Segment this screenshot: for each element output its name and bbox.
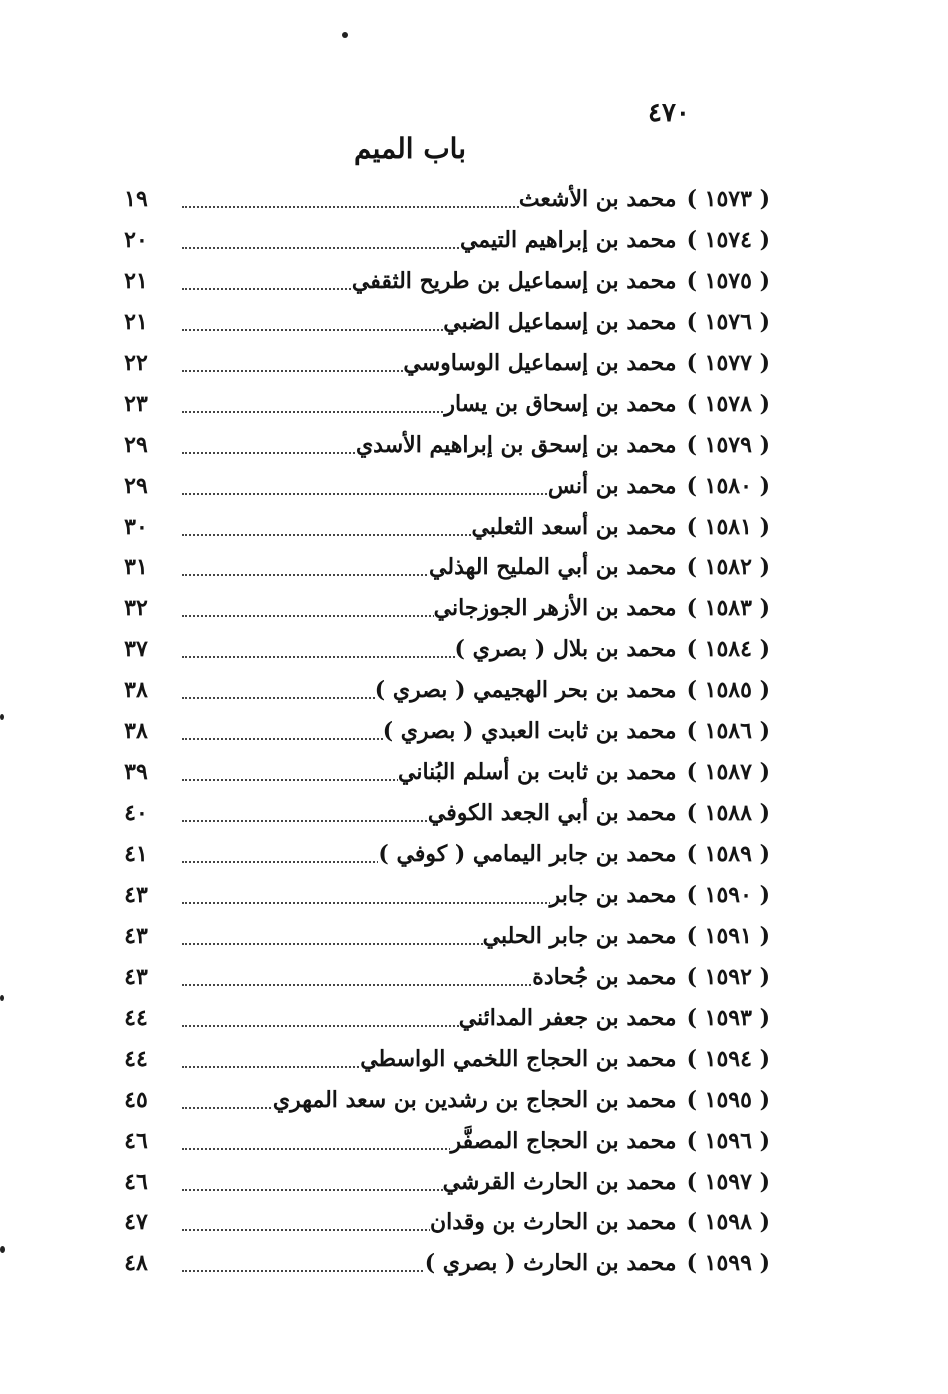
entry-page-ref: ٤٣ xyxy=(124,881,148,908)
entry-page-ref: ٢٩ xyxy=(124,472,148,499)
entry-text xyxy=(428,800,770,826)
entry-text xyxy=(483,923,770,949)
entry-number: ( ١٥٨٠ ) xyxy=(686,472,770,499)
entry-number: ( ١٥٩٤ ) xyxy=(686,1045,770,1072)
page-number: ٤٧٠ xyxy=(648,98,690,128)
entry-number: ( ١٥٨٦ ) xyxy=(686,718,770,745)
entry-name: محمد بن جابر اليمامي ( كوفي ) xyxy=(378,841,677,867)
index-entry xyxy=(110,755,770,796)
index-entry xyxy=(110,714,770,755)
index-entry xyxy=(110,387,770,428)
entry-page-ref: ٤٤ xyxy=(124,1004,148,1031)
entry-page-ref: ٣٨ xyxy=(124,718,148,745)
entry-text xyxy=(550,882,770,908)
entry-name: محمد بن الحارث ( بصري ) xyxy=(424,1250,677,1277)
entry-page-ref: ٢١ xyxy=(124,267,148,294)
entry-number: ( ١٥٨٩ ) xyxy=(686,841,770,867)
index-entry xyxy=(110,960,770,1001)
entry-page-ref: ٤٦ xyxy=(124,1168,148,1195)
entry-text xyxy=(450,1128,770,1154)
entry-name: محمد بن أبي المليح الهذلي xyxy=(429,554,677,581)
entry-text xyxy=(519,186,770,212)
entry-number: ( ١٥٧٩ ) xyxy=(686,431,770,458)
entry-page-ref: ٤٨ xyxy=(124,1250,148,1277)
entry-name: محمد بن ثابت العبدي ( بصري ) xyxy=(382,718,677,745)
entry-page-ref: ٣٨ xyxy=(124,677,148,704)
index-entry xyxy=(110,182,770,223)
index-entry xyxy=(110,1042,770,1083)
entry-name: محمد بن الحجاج المصفَّر xyxy=(450,1127,677,1154)
entry-number: ( ١٥٩٨ ) xyxy=(686,1209,770,1236)
entry-number: ( ١٥٨١ ) xyxy=(686,513,770,540)
entry-number: ( ١٥٨٤ ) xyxy=(686,636,770,663)
entry-page-ref: ٢٠ xyxy=(124,226,148,253)
ink-speck xyxy=(0,1246,5,1253)
entry-number: ( ١٥٧٦ ) xyxy=(686,308,770,335)
entry-number: ( ١٥٩٣ ) xyxy=(686,1004,770,1031)
entry-number: ( ١٥٩٧ ) xyxy=(686,1168,770,1195)
entry-name: محمد بن ثابت بن أسلم البُناني xyxy=(398,759,677,786)
entry-page-ref: ٤٣ xyxy=(124,963,148,990)
entry-name: محمد بن الحارث بن وقدان xyxy=(429,1209,677,1236)
entry-name: محمد بن الحارث القرشي xyxy=(442,1168,677,1195)
entry-number: ( ١٥٧٨ ) xyxy=(686,390,770,417)
entry-number: ( ١٥٧٧ ) xyxy=(686,349,770,376)
entry-name: محمد بن بحر الهجيمي ( بصري ) xyxy=(374,677,677,704)
entry-number: ( ١٥٧٣ ) xyxy=(686,186,770,212)
entry-text xyxy=(378,841,770,867)
index-entry xyxy=(110,223,770,264)
index-entry xyxy=(110,632,770,673)
index-entry xyxy=(110,550,770,591)
entry-number: ( ١٥٩٦ ) xyxy=(686,1127,770,1154)
entry-text xyxy=(434,595,770,621)
entry-text xyxy=(532,964,770,990)
entry-page-ref: ٣٩ xyxy=(124,759,148,786)
entry-page-ref: ٤٠ xyxy=(124,800,148,827)
entry-number: ( ١٥٨٧ ) xyxy=(686,759,770,786)
entry-page-ref: ٢٢ xyxy=(124,349,148,376)
index-list xyxy=(110,182,770,1287)
index-entry xyxy=(110,591,770,632)
entry-number: ( ١٥٧٥ ) xyxy=(686,267,770,294)
entry-text xyxy=(455,636,770,662)
entry-number: ( ١٥٩١ ) xyxy=(686,922,770,949)
chapter-title: باب الميم xyxy=(353,132,466,165)
index-entry xyxy=(110,264,770,305)
index-entry xyxy=(110,1124,770,1165)
entry-text xyxy=(383,718,770,744)
index-entry xyxy=(110,878,770,919)
entry-text xyxy=(398,759,770,785)
entry-page-ref: ٢٩ xyxy=(124,431,148,458)
entry-number: ( ١٥٩٩ ) xyxy=(686,1250,770,1277)
index-entry xyxy=(110,428,770,469)
entry-name: محمد بن إسماعيل بن طريح الثقفي xyxy=(351,267,677,294)
entry-name: محمد بن الأزهر الجوزجاني xyxy=(433,595,677,622)
entry-page-ref: ٤٧ xyxy=(124,1209,148,1236)
ink-speck xyxy=(342,32,348,38)
entry-name: محمد بن جابر xyxy=(549,881,677,908)
entry-name: محمد بن إسحاق بن يسار xyxy=(444,390,677,417)
entry-text xyxy=(459,1005,770,1031)
entry-page-ref: ٤٥ xyxy=(124,1086,148,1113)
index-entry xyxy=(110,346,770,387)
entry-text xyxy=(443,1169,770,1195)
entry-name: محمد بن الحجاج اللخمي الواسطي xyxy=(360,1045,677,1072)
entry-page-ref: ٤٤ xyxy=(124,1045,148,1072)
index-entry xyxy=(110,469,770,510)
entry-name: محمد بن أنس xyxy=(547,472,677,499)
entry-text xyxy=(471,514,770,540)
entry-page-ref: ٣٧ xyxy=(124,636,148,663)
index-entry xyxy=(110,673,770,714)
entry-text xyxy=(444,391,770,417)
entry-text xyxy=(356,432,770,458)
entry-number: ( ١٥٨٢ ) xyxy=(686,554,770,581)
entry-name: محمد بن أبي الجعد الكوفي xyxy=(427,800,677,827)
index-entry xyxy=(110,1083,770,1124)
entry-name: محمد بن إبراهيم التيمي xyxy=(459,226,677,253)
entry-text xyxy=(375,677,770,703)
entry-text xyxy=(430,1209,770,1235)
entry-name: محمد بن بلال ( بصري ) xyxy=(454,636,677,663)
entry-page-ref: ٢٣ xyxy=(124,390,148,417)
entry-name: محمد بن إسحق بن إبراهيم الأسدي xyxy=(355,431,677,458)
entry-number: ( ١٥٨٣ ) xyxy=(686,595,770,622)
ink-speck xyxy=(0,714,4,720)
index-entry xyxy=(110,305,770,346)
entry-name: محمد بن إسماعيل الضبي xyxy=(443,308,677,335)
entry-number: ( ١٥٩٢ ) xyxy=(686,963,770,990)
entry-text xyxy=(460,227,770,253)
entry-name: محمد بن الأشعث xyxy=(518,186,677,212)
entry-page-ref: ٣١ xyxy=(124,554,148,581)
entry-text xyxy=(360,1046,770,1072)
entry-number: ( ١٥٨٨ ) xyxy=(686,800,770,827)
entry-page-ref: ٤٣ xyxy=(124,922,148,949)
entry-number: ( ١٥٩٥ ) xyxy=(686,1086,770,1113)
entry-text xyxy=(403,350,770,376)
entry-name: محمد بن أسعد الثعلبي xyxy=(471,513,677,540)
entry-number: ( ١٥٩٠ ) xyxy=(686,881,770,908)
entry-text xyxy=(273,1087,770,1113)
entry-text xyxy=(443,309,770,335)
entry-text xyxy=(425,1250,770,1276)
entry-page-ref: ٣٢ xyxy=(124,595,148,622)
index-entry xyxy=(110,1205,770,1246)
entry-name: محمد بن إسماعيل الوساوسي xyxy=(403,349,677,376)
entry-page-ref: ٤١ xyxy=(124,841,148,867)
index-entry xyxy=(110,1001,770,1042)
entry-page-ref: ٣٠ xyxy=(124,513,148,540)
entry-page-ref: ١٩ xyxy=(124,186,148,212)
entry-page-ref: ٢١ xyxy=(124,308,148,335)
entry-text xyxy=(352,268,770,294)
index-entry xyxy=(110,1165,770,1206)
index-entry xyxy=(110,796,770,837)
entry-number: ( ١٥٧٤ ) xyxy=(686,226,770,253)
entry-page-ref: ٤٦ xyxy=(124,1127,148,1154)
entry-name: محمد بن جعفر المدائني xyxy=(458,1004,677,1031)
index-entry xyxy=(110,1246,770,1287)
entry-name: محمد بن الحجاج بن رشدين بن سعد المهري xyxy=(272,1086,677,1113)
entry-number: ( ١٥٨٥ ) xyxy=(686,677,770,704)
entry-name: محمد بن جُحادة xyxy=(532,963,677,990)
index-entry xyxy=(110,919,770,960)
index-entry xyxy=(110,510,770,551)
ink-speck xyxy=(0,995,4,1001)
entry-name: محمد بن جابر الحلبي xyxy=(482,922,677,949)
entry-text xyxy=(429,554,770,580)
entry-text xyxy=(548,473,770,499)
index-entry xyxy=(110,837,770,878)
